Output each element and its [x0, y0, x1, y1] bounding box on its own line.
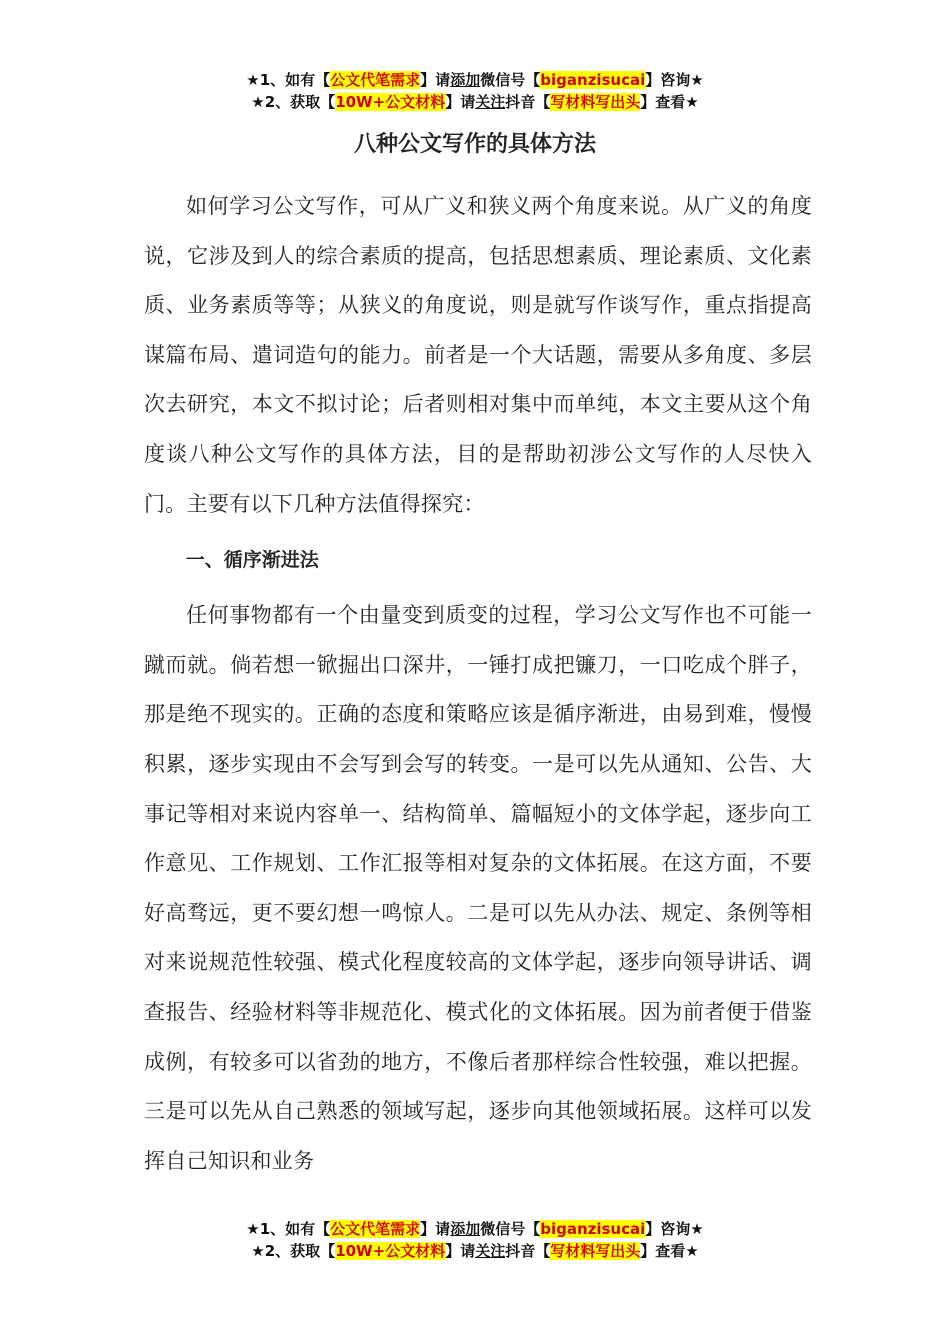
- promo-banner-top: [0, 69, 950, 113]
- intro-paragraph: 如何学习公文写作，可从广义和狭义两个角度来说。从广义的角度说，它涉及到人的综合素质的提高，包括思想素质、理论素质、文化素质、业务素质等等；从狭义的角度说，则是就写作谈写作，重点指提高谋篇布局、遣词造句的能力。前者是一个大话题，需要从多角度、多层次去研究，本文不拟讨论；后者则相对集中而单纯，本文主要从这个角度谈八种公文写作的具体方法，目的是帮助初涉公文写作的人尽快入门。主要有以下几种方法值得探究：: [144, 194, 812, 516]
- highlight-ghostwriting: 公文代笔需求: [330, 1220, 421, 1238]
- highlight-materials: 10W+公文材料: [335, 93, 446, 111]
- promo-line-2: ★2、获取【10W+公文材料】请关注抖音【写材料写出头】查看★: [251, 93, 699, 111]
- promo-line-1: ★1、如有【公文代笔需求】请添加微信号【biganzisucai】咨询★: [246, 1220, 704, 1238]
- document-body: [144, 182, 812, 1186]
- section-1-paragraph: 任何事物都有一个由量变到质变的过程，学习公文写作也不可能一蹴而就。倘若想一锨掘出口深井，一锤打成把镰刀，一口吃成个胖子，那是绝不现实的。正确的态度和策略应该是循序渐进，由易到难，慢慢积累，逐步实现由不会写到会写的转变。一是可以先从通知、公告、大事记等相对来说内容单一、结构简单、篇幅短小的文体学起，逐步向工作意见、工作规划、工作汇报等相对复杂的文体拓展。在这方面，不要好高骛远，更不要幻想一鸣惊人。二是可以先从办法、规定、条例等相对来说规范性较强、模式化程度较高的文体学起，逐步向领导讲话、调查报告、经验材料等非规范化、模式化的文体拓展。因为前者便于借鉴成例，有较多可以省劲的地方，不像后者那样综合性较强，难以把握。三是可以先从自己熟悉的领域写起，逐步向其他领域拓展。这样可以发挥自己知识和业务: [144, 603, 812, 1173]
- highlight-douyin-account: 写材料写出头: [550, 1242, 641, 1260]
- underline-follow: 关注: [475, 1242, 506, 1260]
- highlight-douyin-account: 写材料写出头: [550, 93, 641, 111]
- underline-add: 添加: [450, 1220, 481, 1238]
- promo-line-1: ★1、如有【公文代笔需求】请添加微信号【biganzisucai】咨询★: [246, 71, 704, 89]
- highlight-wechat-id: biganzisucai: [540, 1220, 646, 1238]
- underline-follow: 关注: [475, 93, 506, 111]
- document-title: 八种公文写作的具体方法: [353, 132, 596, 157]
- highlight-materials: 10W+公文材料: [335, 1242, 446, 1260]
- promo-banner-bottom: [0, 1218, 950, 1262]
- highlight-ghostwriting: 公文代笔需求: [330, 71, 421, 89]
- section-heading-1: 一、循序渐进法: [185, 549, 319, 572]
- promo-line-2: ★2、获取【10W+公文材料】请关注抖音【写材料写出头】查看★: [251, 1242, 699, 1260]
- underline-add: 添加: [450, 71, 481, 89]
- highlight-wechat-id: biganzisucai: [540, 71, 646, 89]
